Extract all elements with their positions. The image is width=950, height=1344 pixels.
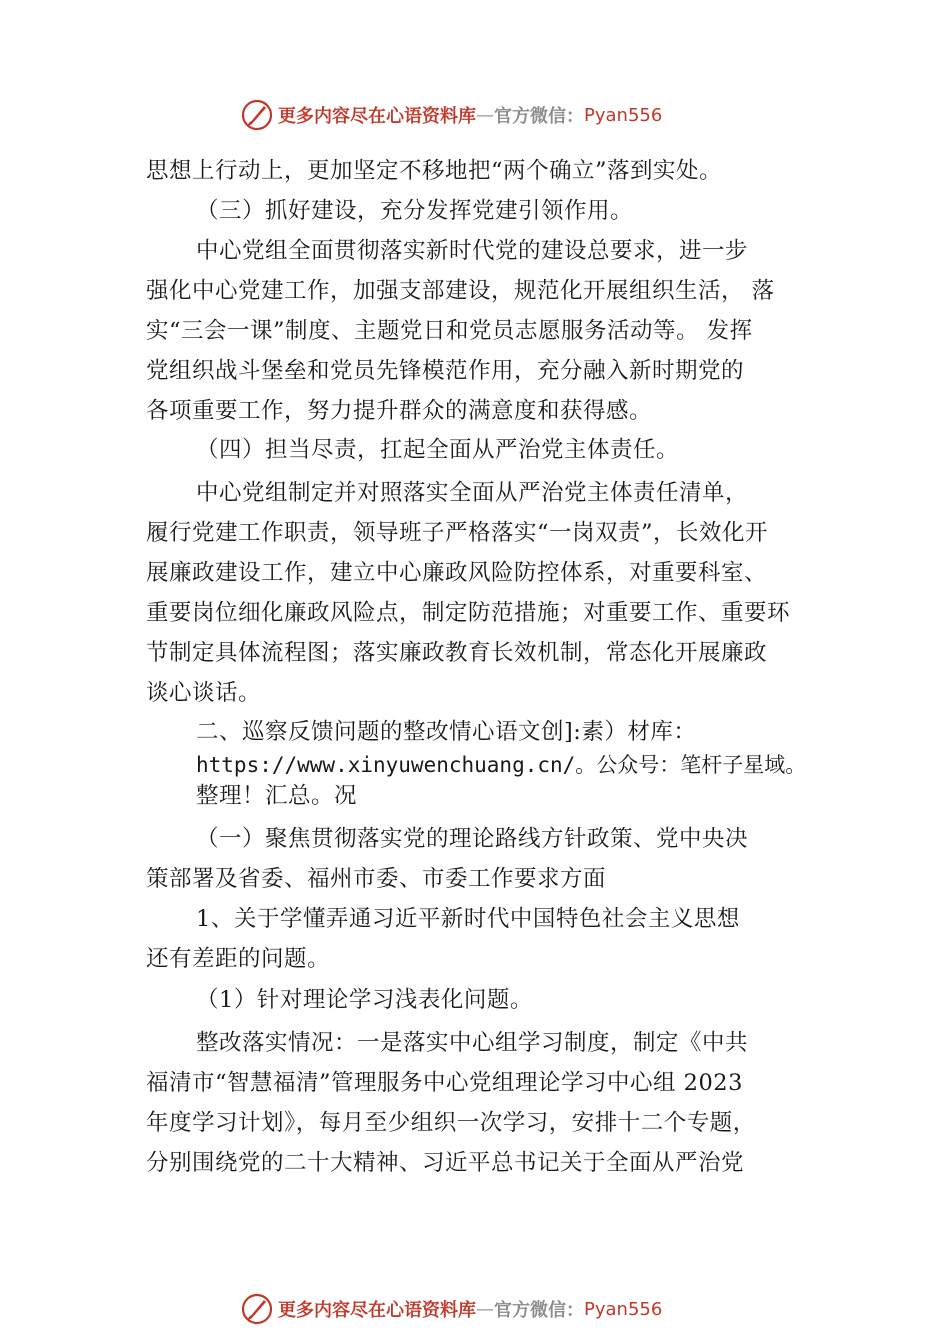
section-heading: 二、巡察反馈问题的整改情心语文创]:素）材库：	[196, 719, 697, 745]
footer-dash: —	[476, 1298, 494, 1320]
text-line: 谈心谈话。	[146, 680, 262, 706]
text-line: 分别围绕党的二十大精神、习近平总书记关于全面从严治党	[146, 1150, 745, 1176]
text-line: 福清市“智慧福清”管理服务中心党组理论学习中心组 2023	[146, 1070, 743, 1096]
section-heading: （四）担当尽责，扛起全面从严治党主体责任。	[196, 437, 680, 463]
text-line: 中心党组全面贯彻落实新时代党的建设总要求，进一步	[196, 238, 749, 264]
text-line: 思想上行动上，更加坚定不移地把“两个确立”落到实处。	[146, 158, 723, 184]
text-line: 党组织战斗堡垒和党员先锋模范作用，充分融入新时期党的	[146, 358, 745, 384]
text-line: 展廉政建设工作，建立中心廉政风险防控体系，对重要科室、	[146, 560, 768, 586]
text-line: 整理！汇总。况	[196, 783, 358, 809]
header-dash: —	[476, 104, 494, 126]
text-line: 实“三会一课”制度、主题党日和党员志愿服务活动等。 发挥	[146, 318, 753, 344]
quill-logo-icon	[240, 1292, 274, 1326]
text-line: 履行党建工作职责，领导班子严格落实“一岗双责”，长效化开	[146, 520, 769, 546]
text-line: 1、关于学懂弄通习近平新时代中国特色社会主义思想	[196, 906, 740, 932]
section-heading: （一）聚焦贯彻落实党的理论路线方针政策、党中央决	[196, 826, 749, 852]
section-heading: （1）针对理论学习浅表化问题。	[196, 987, 533, 1013]
footer-wechat-id: Pyan556	[584, 1298, 663, 1320]
text-line: 节制定具体流程图；落实廉政教育长效机制，常态化开展廉政	[146, 640, 768, 666]
section-heading: （三）抓好建设，充分发挥党建引领作用。	[196, 198, 634, 224]
source-url-line: https://www.xinyuwenchuang.cn/。公众号：笔杆子星域。	[196, 753, 807, 777]
header-banner	[240, 96, 662, 134]
text-line: 整改落实情况：一是落实中心组学习制度，制定《中共	[196, 1030, 749, 1056]
text-line: 中心党组制定并对照落实全面从严治党主体责任清单，	[196, 480, 749, 506]
header-wechat-label: 官方微信：	[494, 106, 584, 127]
quill-logo-icon	[240, 98, 274, 132]
text-line: 重要岗位细化廉政风险点，制定防范措施；对重要工作、重要环	[146, 600, 791, 626]
text-line: 还有差距的问题。	[146, 946, 331, 972]
footer-title: 更多内容尽在心语资料库	[278, 1300, 476, 1321]
footer-wechat-label: 官方微信：	[494, 1300, 584, 1321]
header-title: 更多内容尽在心语资料库	[278, 106, 476, 127]
text-line: 强化中心党建工作，加强支部建设，规范化开展组织生活， 落	[146, 278, 775, 304]
text-line: 年度学习计划》，每月至少组织一次学习，安排十二个专题，	[146, 1110, 756, 1136]
header-wechat-id: Pyan556	[584, 104, 663, 126]
text-line: 策部署及省委、福州市委、市委工作要求方面	[146, 866, 607, 892]
text-line: 各项重要工作，努力提升群众的满意度和获得感。	[146, 398, 653, 424]
footer-banner	[240, 1290, 662, 1328]
